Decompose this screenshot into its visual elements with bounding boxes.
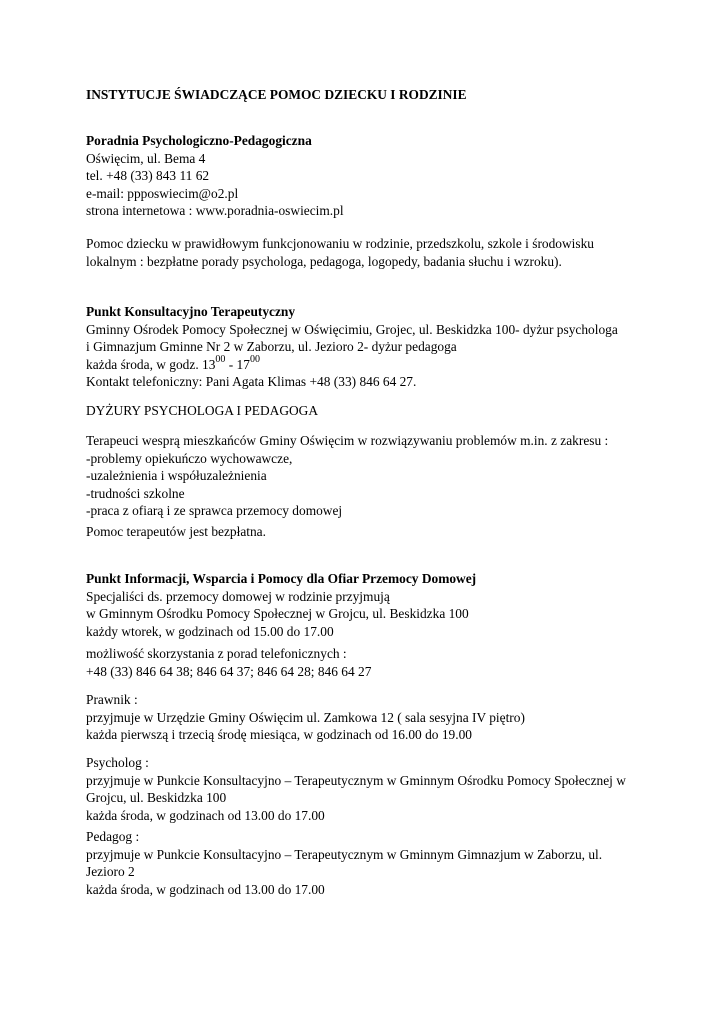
phone-consult-label: możliwość skorzystania z porad telefonicznych : (86, 646, 347, 661)
hours-mid: - 17 (225, 356, 250, 372)
punkt-konsultacyjny-contact: Kontakt telefoniczny: Pani Agata Klimas +48 (33) 846 64 27. (86, 374, 417, 389)
poradnia-email: e-mail: ppposwiecim@o2.pl (86, 185, 239, 201)
pedagogue-block (86, 828, 646, 898)
poradnia-section (86, 132, 646, 220)
free-help-text: Pomoc terapeutów jest bezpłatna. (86, 524, 266, 539)
therapists-section (86, 432, 646, 520)
punkt-konsultacyjny-name: Punkt Konsultacyjno Terapeutyczny (86, 304, 296, 319)
duty-heading: DYŻURY PSYCHOLOGA I PEDAGOGA (86, 403, 318, 418)
poradnia-name: Poradnia Psychologiczno-Pedagogiczna (86, 133, 312, 148)
poradnia-desc-line: Pomoc dziecku w prawidłowym funkcjonowaniu w rodzinie, przedszkolu, szkole i środowisku (86, 236, 594, 251)
punkt-konsultacyjny-hours (86, 356, 646, 374)
free-help-block (86, 523, 646, 541)
poradnia-description (86, 235, 646, 270)
lawyer-label: Prawnik : (86, 692, 138, 707)
poradnia-address: Oświęcim, ul. Bema 4 (86, 150, 206, 166)
list-item: -problemy opiekuńczo wychowawcze, (86, 450, 293, 466)
hours-sup-start: 00 (215, 354, 226, 366)
therapists-intro: Terapeuci wesprą mieszkańców Gminy Oświęcim w rozwiązywaniu problemów m.in. z zakresu : (86, 433, 609, 448)
phone-consult-block (86, 645, 646, 680)
punkt-informacji-section (86, 570, 646, 640)
list-item: -uzależnienia i współuzależnienia (86, 468, 267, 483)
psychologist-line: każda środa, w godzinach od 13.00 do 17.00 (86, 807, 325, 823)
phone-consult-numbers: +48 (33) 846 64 38; 846 64 37; 846 64 28; 846 64 27 (86, 663, 372, 679)
poradnia-phone: tel. +48 (33) 843 11 62 (86, 168, 210, 183)
lawyer-line: każda pierwszą i trzecią środę miesiąca, w godzinach od 16.00 do 19.00 (86, 727, 472, 742)
poradnia-desc-line: lokalnym : bezpłatne porady psychologa, pedagoga, logopedy, badania słuchu i wzroku). (86, 253, 562, 269)
lawyer-line: przyjmuje w Urzędzie Gminy Oświęcim ul. Zamkowa 12 ( sala sesyjna IV piętro) (86, 709, 525, 725)
punkt-informacji-line: każdy wtorek, w godzinach od 15.00 do 17.00 (86, 623, 334, 639)
punkt-konsultacyjny-line: i Gimnazjum Gminne Nr 2 w Zaborzu, ul. Jezioro 2- dyżur pedagoga (86, 339, 457, 354)
document-title-block (86, 86, 646, 104)
pedagogue-line: przyjmuje w Punkcie Konsultacyjno – Terapeutycznym w Gminnym Gimnazjum w Zaborzu, ul. (86, 846, 603, 862)
list-item: -trudności szkolne (86, 485, 185, 501)
pedagogue-line: Jezioro 2 (86, 864, 135, 879)
psychologist-label: Psycholog : (86, 755, 149, 770)
punkt-konsultacyjny-section (86, 303, 646, 391)
lawyer-block (86, 691, 646, 744)
duty-heading-block (86, 402, 646, 420)
psychologist-line: przyjmuje w Punkcie Konsultacyjno – Terapeutycznym w Gminnym Ośrodku Pomocy Społecznej w (86, 772, 626, 788)
pedagogue-line: każda środa, w godzinach od 13.00 do 17.00 (86, 881, 325, 897)
pedagogue-label: Pedagog : (86, 829, 140, 844)
punkt-konsultacyjny-line: Gminny Ośrodek Pomocy Społecznej w Oświęcimiu, Grojec, ul. Beskidzka 100- dyżur psychologa (86, 321, 618, 337)
document-title: INSTYTUCJE ŚWIADCZĄCE POMOC DZIECKU I RODZINIE (86, 87, 467, 102)
punkt-informacji-line: Specjaliści ds. przemocy domowej w rodzinie przyjmują (86, 588, 390, 604)
psychologist-block (86, 754, 646, 824)
poradnia-website: strona internetowa : www.poradnia-oswiecim.pl (86, 203, 344, 218)
hours-prefix: każda środa, w godz. 13 (86, 356, 216, 372)
hours-sup-end: 00 (249, 354, 260, 366)
punkt-informacji-name: Punkt Informacji, Wsparcia i Pomocy dla Ofiar Przemocy Domowej (86, 571, 477, 586)
punkt-informacji-line: w Gminnym Ośrodku Pomocy Społecznej w Grojcu, ul. Beskidzka 100 (86, 606, 469, 621)
list-item: -praca z ofiarą i ze sprawca przemocy domowej (86, 503, 343, 518)
psychologist-line: Grojcu, ul. Beskidzka 100 (86, 790, 227, 805)
